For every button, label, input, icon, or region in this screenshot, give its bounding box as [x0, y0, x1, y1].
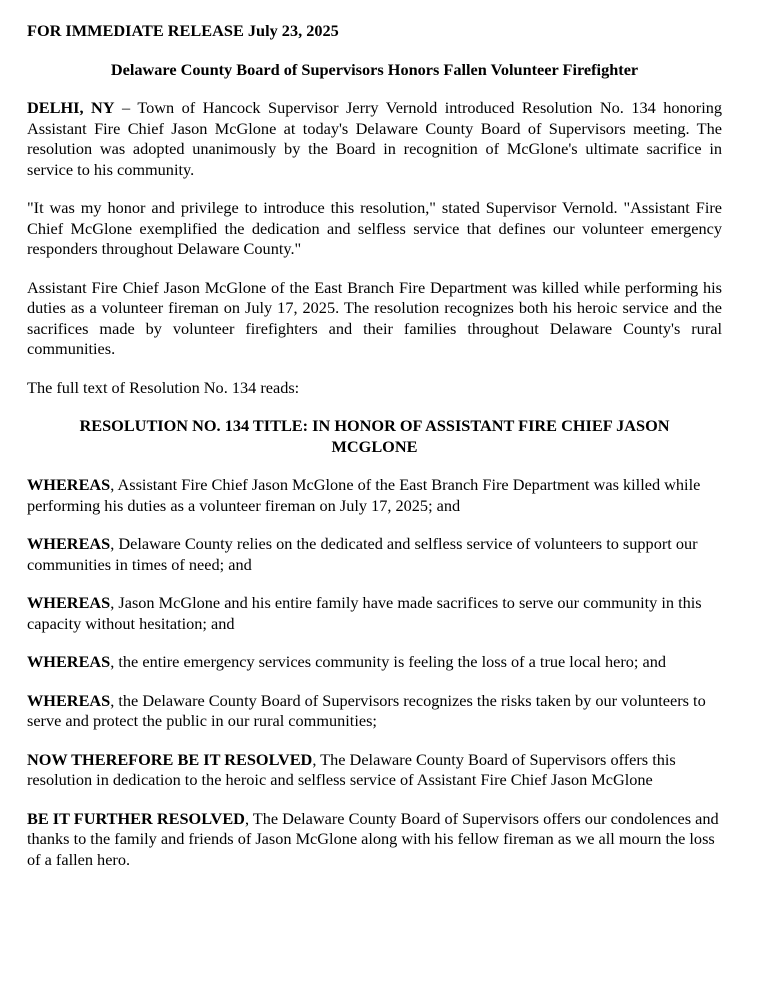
clause-lead: WHEREAS	[27, 593, 111, 612]
resolution-title: RESOLUTION NO. 134 TITLE: IN HONOR OF ASSISTANT FIRE CHIEF JASON MCGLONE	[79, 416, 670, 456]
clause-text: , the entire emergency services community is feeling the loss of a true local hero; and	[110, 652, 667, 671]
clause-text: , The Delaware County Board of Supervisors offers this resolution in dedication to the heroic and selfless service of Assistant Fire Chief Jason McGlone	[27, 749, 676, 789]
background-paragraph: Assistant Fire Chief Jason McGlone of the East Branch Fire Department was killed while performing his duties as a volunteer fireman on July 17, 2025. The resolution recognizes both his heroic service and the sacrifices made by volunteer firefighters and their families throughout Delaware County's rural communities.	[27, 277, 722, 358]
resolution-clause	[27, 652, 722, 673]
resolution-clause	[27, 475, 722, 516]
resolution-clause	[27, 691, 722, 732]
release-date-line: FOR IMMEDIATE RELEASE July 23, 2025	[27, 21, 339, 40]
resolved-clause	[27, 750, 722, 791]
clause-text: , The Delaware County Board of Supervisors offers our condolences and thanks to the family and friends of Jason McGlone along with his fellow fireman as we all mourn the loss of a fallen hero.	[27, 808, 719, 869]
clause-lead: WHEREAS	[27, 534, 111, 553]
clause-text: , Assistant Fire Chief Jason McGlone of the East Branch Fire Department was killed while performing his duties as a volunteer fireman on July 17, 2025; and	[27, 475, 701, 515]
dateline: DELHI, NY	[27, 98, 115, 117]
full-text-intro: The full text of Resolution No. 134 reads:	[27, 377, 300, 397]
clause-lead: WHEREAS	[27, 475, 111, 494]
quote-paragraph: "It was my honor and privilege to introduce this resolution," stated Supervisor Vernold. "Assistant Fire Chief McGlone exemplified the dedication and selfless service that defines our volunteer emergency responders throughout Delaware County."	[27, 198, 722, 258]
resolution-clause	[27, 534, 722, 575]
headline: Delaware County Board of Supervisors Honors Fallen Volunteer Firefighter	[110, 59, 639, 79]
further-resolved-clause	[27, 809, 722, 871]
clause-lead: WHEREAS	[27, 690, 111, 710]
clause-lead: WHEREAS	[27, 652, 111, 671]
intro-paragraph	[27, 98, 722, 180]
clause-text: , Delaware County relies on the dedicated and selfless service of volunteers to support our communities in times of need; and	[27, 534, 698, 574]
clause-text: , the Delaware County Board of Supervisors recognizes the risks taken by our volunteers to serve and protect the public in our rural communities;	[27, 690, 706, 730]
clause-lead: NOW THEREFORE BE IT RESOLVED	[27, 749, 313, 769]
clause-text: , Jason McGlone and his entire family have made sacrifices to serve our community in this capacity without hesitation; and	[27, 593, 702, 633]
resolution-clause	[27, 593, 722, 634]
clause-lead: BE IT FURTHER RESOLVED	[27, 808, 245, 828]
intro-text: – Town of Hancock Supervisor Jerry Vernold introduced Resolution No. 134 honoring Assistant Fire Chief Jason McGlone at today's Delaware County Board of Supervisors meeting. The resolution was adopted unanimously by the Board in recognition of McGlone's ultimate sacrifice in service to his community.	[27, 98, 722, 179]
